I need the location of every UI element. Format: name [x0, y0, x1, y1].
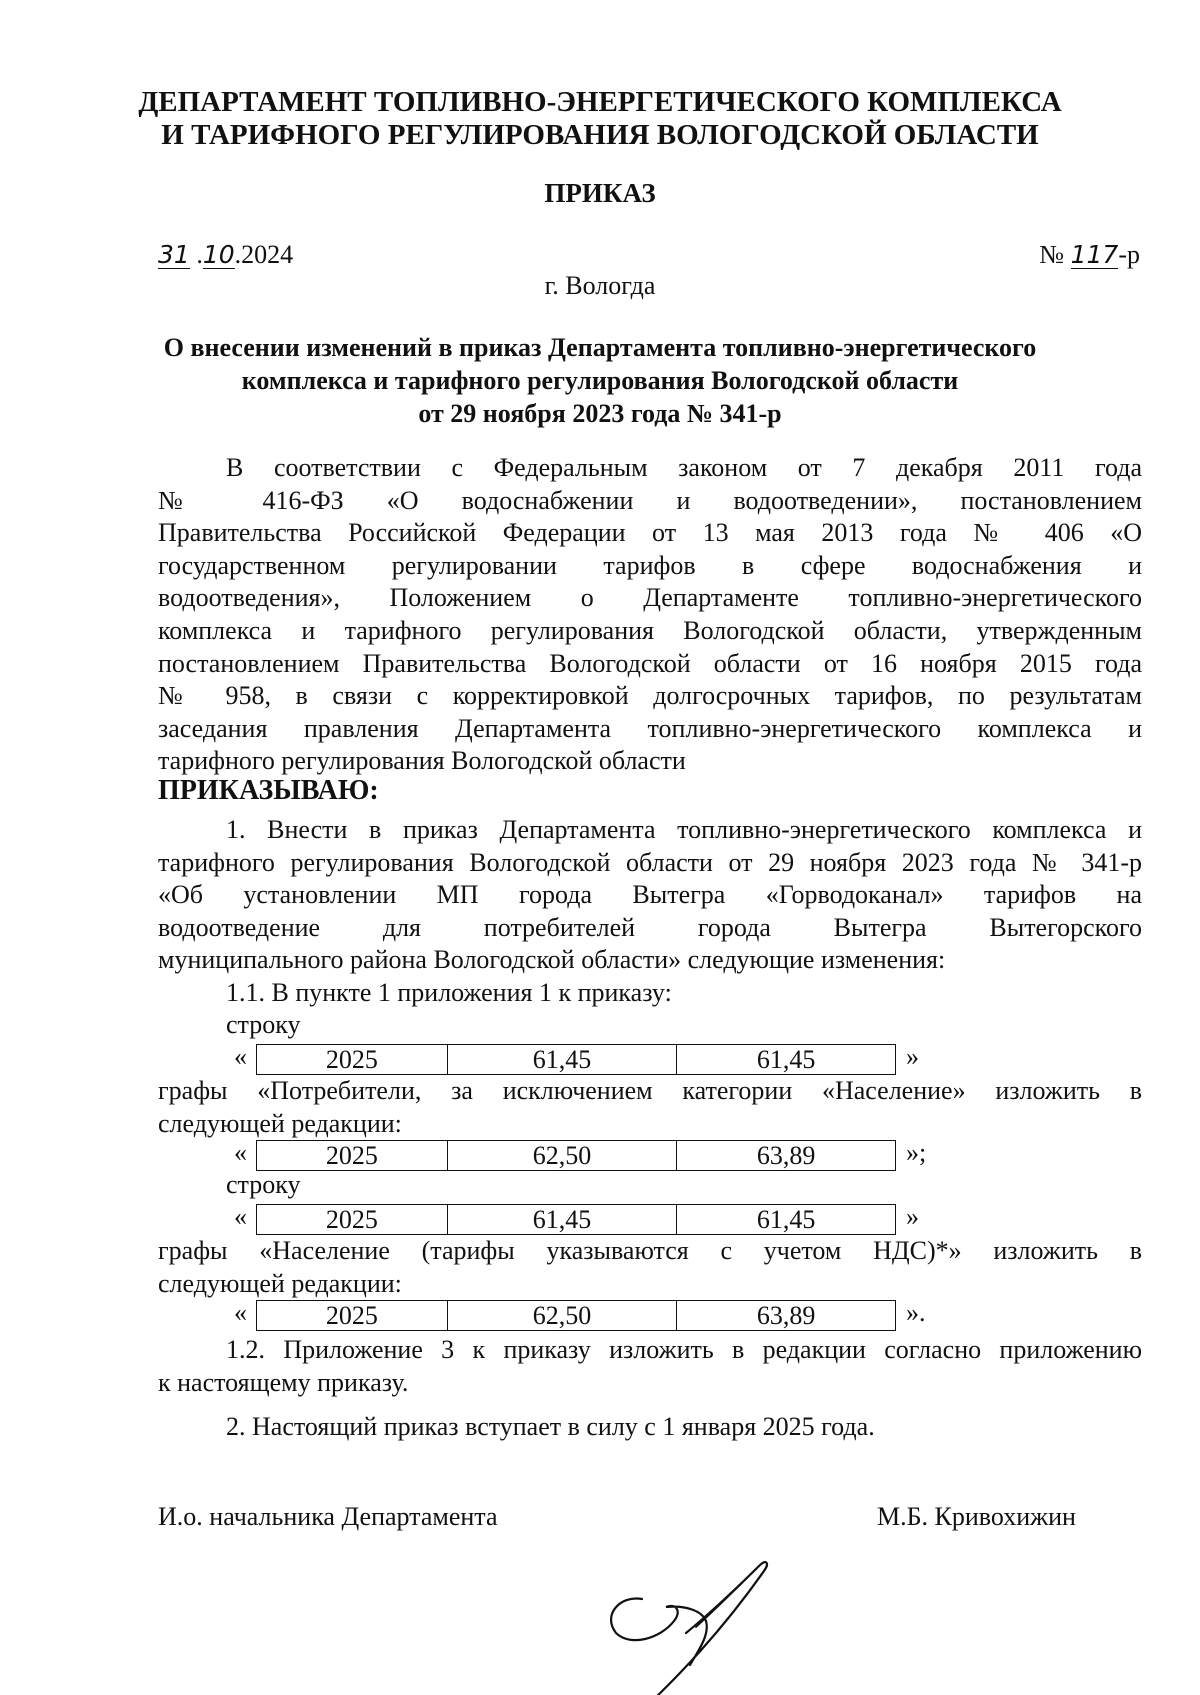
table-cell-tariff-1: 61,45 — [448, 1045, 678, 1074]
document-number — [1039, 240, 1140, 270]
open-quote: « — [234, 1298, 247, 1327]
preamble-line: тарифного регулирования Вологодской области — [158, 746, 686, 776]
table-cell-tariff-2: 61,45 — [756, 1044, 816, 1074]
line-word-1: строку — [226, 1010, 301, 1039]
department-name-line1: ДЕПАРТАМЕНТ ТОПЛИВНО-ЭНЕРГЕТИЧЕСКОГО КОМПЛЕКСА — [138, 86, 1062, 118]
item-1-2-line: 1.2. Приложение 3 к приказу изложить в редакции согласно приложению — [226, 1335, 1142, 1364]
subject-line2: комплекса и тарифного регулирования Вологодской области — [241, 366, 959, 395]
close-quote-dot: ». — [906, 1298, 926, 1327]
subject-line1: О внесении изменений в приказ Департамента топливно-энергетического — [163, 333, 1037, 362]
item-1-line: муниципального района Вологодской области» следующие изменения: — [158, 945, 946, 975]
item-2: 2. Настоящий приказ вступает в силу с 1 января 2025 года. — [226, 1412, 875, 1441]
table-row-new-2 — [256, 1300, 896, 1331]
open-quote: « — [234, 1042, 247, 1071]
department-name-line2: И ТАРИФНОГО РЕГУЛИРОВАНИЯ ВОЛОГОДСКОЙ ОБЛАСТИ — [161, 119, 1039, 151]
table-cell-tariff-2: 63,89 — [756, 1300, 816, 1330]
preamble-line: № 416-ФЗ «О водоснабжении и водоотведении», постановлением — [158, 485, 1142, 515]
preamble-line: № 958, в связи с корректировкой долгосрочных тарифов, по результатам — [158, 681, 1142, 711]
order-word: ПРИКАЗЫВАЮ: — [158, 775, 379, 806]
signatory-name: М.Б. Кривохижин — [877, 1502, 1076, 1531]
number-suffix: -р — [1118, 240, 1140, 269]
table-cell-year: 2025 — [257, 1045, 448, 1074]
table-cell-tariff-2: 61,45 — [756, 1204, 816, 1234]
close-quote: » — [906, 1202, 919, 1231]
preamble-line: государственном регулировании тарифов в сфере водоснабжения и — [158, 550, 1142, 580]
item-1-line: 1. Внести в приказ Департамента топливно-энергетического комплекса и — [226, 815, 1142, 844]
next-edition-2: следующей редакции: — [158, 1268, 402, 1298]
date-year: .2024 — [234, 240, 294, 269]
item-1-line: «Об установлении МП города Вытегра «Горводоканал» тарифов на — [158, 880, 1142, 910]
open-quote: « — [234, 1202, 247, 1231]
table-cell-tariff-1: 62,50 — [448, 1141, 678, 1170]
item-1-line: водоотведение для потребителей города Вытегра Вытегорского — [158, 912, 1142, 942]
graph-2 — [158, 1235, 1142, 1300]
handwritten-signature-icon — [590, 1555, 820, 1695]
preamble-line: водоотведения», Положением о Департаменте топливно-энергетического — [158, 583, 1142, 613]
preamble-line: постановлением Правительства Вологодской области от 16 ноября 2015 года — [158, 648, 1142, 678]
subject-line3: от 29 ноября 2023 года № 341-р — [418, 399, 782, 428]
item-1-line: тарифного регулирования Вологодской области от 29 ноября 2023 года № 341-р — [158, 847, 1142, 877]
close-quote-semicolon: »; — [906, 1138, 927, 1167]
number-handwritten: 117 — [1070, 240, 1119, 269]
date-day-handwritten: 31 — [158, 240, 190, 269]
city: г. Вологда — [544, 271, 656, 300]
document-type: ПРИКАЗ — [544, 178, 656, 208]
table-cell-tariff-1: 61,45 — [448, 1205, 678, 1234]
graph-2-line: графы «Население (тарифы указываются с учетом НДС)*» изложить в — [158, 1236, 1142, 1265]
open-quote: « — [234, 1138, 247, 1167]
table-cell-year: 2025 — [257, 1205, 448, 1234]
table-cell-tariff-1: 62,50 — [448, 1301, 678, 1330]
graph-1-line: графы «Потребители, за исключением категории «Население» изложить в — [158, 1076, 1142, 1105]
table-cell-year: 2025 — [257, 1301, 448, 1330]
preamble-line: Правительства Российской Федерации от 13 мая 2013 года № 406 «О — [158, 518, 1142, 548]
preamble-line: В соответствии с Федеральным законом от 7 декабря 2011 года — [226, 453, 1142, 482]
next-edition-1: следующей редакции: — [158, 1108, 402, 1138]
preamble — [158, 452, 1142, 778]
preamble-line: заседания правления Департамента топливно-энергетического комплекса и — [158, 713, 1142, 743]
close-quote: » — [906, 1042, 919, 1071]
table-row-old-2 — [256, 1204, 896, 1235]
signatory-position: И.о. начальника Департамента — [158, 1502, 498, 1531]
table-cell-year: 2025 — [257, 1141, 448, 1170]
line-word-2: строку — [226, 1170, 301, 1199]
table-cell-tariff-2: 63,89 — [756, 1140, 816, 1170]
item-1-1: 1.1. В пункте 1 приложения 1 к приказу: — [226, 978, 672, 1007]
graph-1 — [158, 1075, 1142, 1140]
number-sign: № — [1039, 240, 1065, 269]
item-1-2-line: к настоящему приказу. — [158, 1367, 409, 1397]
document-date: 31 .10.2024 — [158, 240, 294, 269]
date-month-handwritten: 10 — [202, 240, 235, 269]
table-row-new-1 — [256, 1140, 896, 1171]
item-1 — [158, 814, 1142, 977]
preamble-line: комплекса и тарифного регулирования Вологодской области, утвержденным — [158, 615, 1142, 645]
table-row-old-1 — [256, 1044, 896, 1075]
item-1-2 — [158, 1334, 1142, 1399]
